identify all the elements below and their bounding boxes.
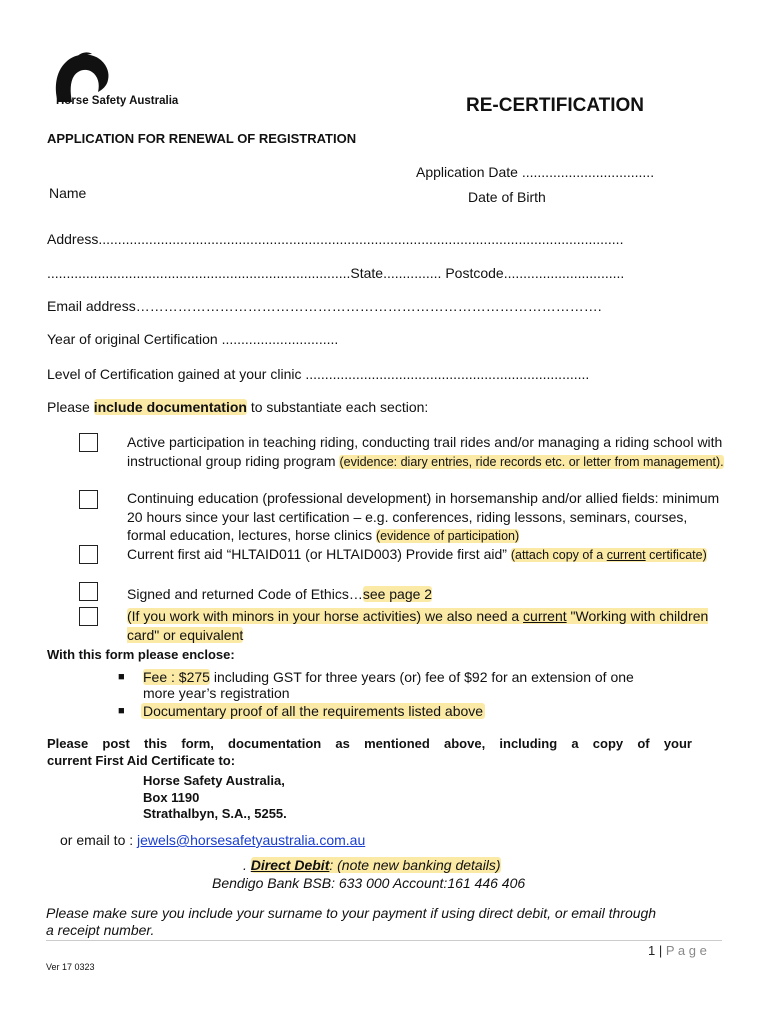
bullet-icon: ■	[118, 705, 125, 717]
bank-details: Bendigo Bank BSB: 633 000 Account:161 446 406	[212, 875, 526, 891]
application-date-field[interactable]: Application Date ..................................	[416, 164, 655, 180]
debit-highlight	[251, 857, 501, 873]
post-instructions	[47, 736, 692, 751]
footer-divider	[46, 940, 722, 941]
checkbox-education[interactable]	[79, 490, 98, 509]
evidence-current: current	[523, 608, 567, 624]
checklist-item-education	[127, 489, 727, 546]
page-title: RE-CERTIFICATION	[466, 95, 645, 116]
postal-address-2: Box 1190	[143, 790, 200, 805]
email-field[interactable]: Email address……………………………………………………………………………………….	[47, 298, 602, 314]
checklist-item-ethics	[127, 585, 727, 604]
item-evidence: (evidence of participation)	[376, 529, 520, 543]
post-line-1: Please post this form, documentation as mentioned above, including a copy of your	[47, 736, 692, 751]
checkbox-first-aid[interactable]	[79, 545, 98, 564]
direct-debit-heading	[243, 857, 501, 873]
fee-details: including GST for three years (or) fee of $92 for an extension of one	[209, 669, 634, 685]
evidence-pre: (If you work with minors in your horse activities) we also need a	[127, 608, 524, 624]
year-certification-field[interactable]: Year of original Certification ..............................	[47, 331, 339, 347]
item-text: Signed and returned Code of Ethics…	[127, 586, 363, 602]
checklist-item-first-aid	[127, 545, 727, 565]
logo	[50, 50, 220, 112]
email-line	[60, 832, 365, 848]
checkbox-working-with-children[interactable]	[79, 607, 98, 626]
evidence-post: "Working with children card" or equivalent	[127, 608, 709, 643]
checklist-item-children	[127, 607, 727, 644]
level-certification-field[interactable]: Level of Certification gained at your clinic .........................................................................	[47, 366, 590, 382]
direct-debit-label: Direct Debit	[250, 857, 330, 873]
fee-line	[143, 669, 634, 685]
post-instructions-2: current First Aid Certificate to:	[47, 753, 236, 768]
documentary-proof-line: Documentary proof of all the requirements listed above	[143, 703, 484, 719]
page-num: 1	[648, 943, 656, 958]
date-of-birth-field[interactable]: Date of Birth	[468, 189, 546, 205]
item-evidence: see page 2	[362, 586, 433, 602]
page-word: P a g e	[665, 943, 707, 958]
enclose-heading: With this form please enclose:	[47, 647, 235, 662]
email-prefix: or email to :	[60, 832, 138, 848]
evidence-post: certificate)	[645, 548, 707, 562]
form-subtitle: APPLICATION FOR RENEWAL OF REGISTRATION	[47, 131, 357, 146]
fee-amount: Fee : $275	[143, 669, 210, 685]
name-field[interactable]: Name	[49, 185, 87, 201]
payment-note: Please make sure you include your surname to your payment if using direct debit, or email through	[46, 905, 657, 921]
evidence-pre: (attach copy of a	[510, 548, 607, 562]
checkbox-code-of-ethics[interactable]	[79, 582, 98, 601]
logo-text: Horse Safety Australia	[56, 95, 179, 107]
instruction-pre: Please	[47, 399, 94, 415]
version-label: Ver 17 0323	[46, 962, 95, 972]
item-text: Active participation in teaching riding, conducting trail rides and/or managing a riding school with instructional group riding program	[127, 434, 723, 469]
item-evidence	[511, 548, 707, 562]
item-evidence	[127, 608, 708, 643]
page-sep: |	[655, 943, 666, 958]
postal-address-1: Horse Safety Australia,	[143, 773, 285, 788]
debit-dot: .	[243, 857, 251, 873]
page-number	[648, 943, 707, 958]
postcode-field[interactable]: Postcode...............................	[445, 265, 625, 281]
payment-note-2: a receipt number.	[46, 922, 155, 938]
evidence-current: current	[606, 548, 646, 562]
documentation-instruction	[47, 399, 428, 415]
checklist-item-teaching	[127, 433, 727, 471]
instruction-post: to substantiate each section:	[246, 399, 429, 415]
postal-address-3: Strathalbyn, S.A., 5255.	[143, 806, 287, 821]
bullet-icon: ■	[118, 671, 125, 683]
address-line2-field[interactable]	[47, 265, 624, 281]
item-text: Current first aid “HLTAID011 (or HLTAID003) Provide first aid”	[127, 546, 511, 562]
state-field[interactable]: ..............................................................................State...............	[47, 265, 446, 281]
debit-note: : (note new banking details)	[329, 857, 501, 873]
instruction-highlight: include documentation	[93, 399, 247, 415]
checkbox-teaching[interactable]	[79, 433, 98, 452]
item-text: Continuing education (professional development) in horsemanship and/or allied fields: minimum 20 hours since your last certification – e.g. conferences, riding lessons, seminars, courses, formal education, lectures, horse clinics	[127, 490, 720, 543]
fee-line-2: more year’s registration	[143, 685, 290, 701]
email-link[interactable]: jewels@horsesafetyaustralia.com.au	[137, 832, 366, 848]
address-field[interactable]: Address.......................................................................................................................................	[47, 231, 624, 247]
item-evidence: (evidence: diary entries, ride records etc. or letter from management).	[339, 454, 724, 469]
